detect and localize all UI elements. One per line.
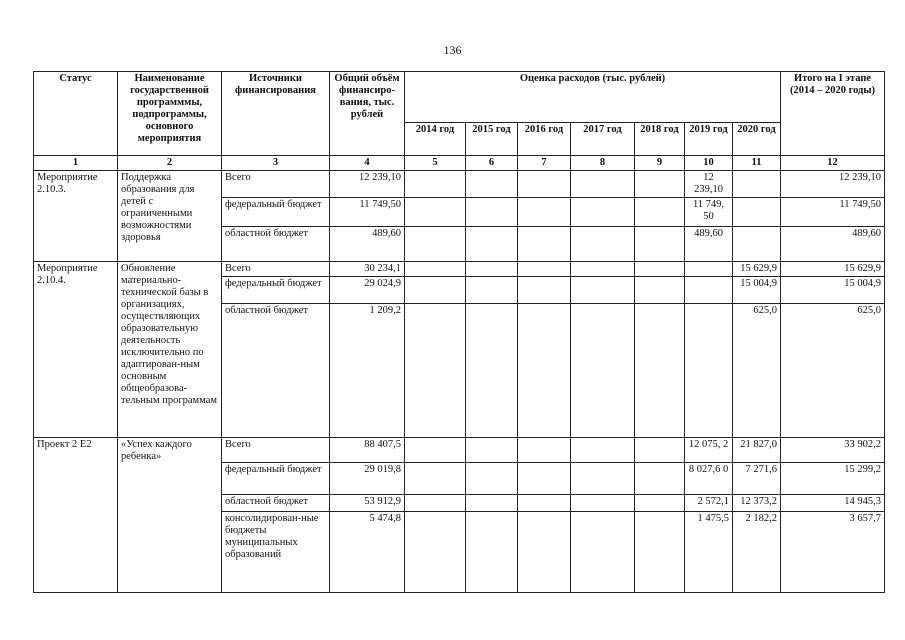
column-number: 10 xyxy=(685,156,733,171)
column-numbers-row xyxy=(34,156,885,171)
row-2019 xyxy=(685,277,733,304)
row-2020: 12 373,2 xyxy=(733,495,781,512)
row-name: «Успех каждого ребенка» xyxy=(118,438,222,593)
row-2020 xyxy=(733,198,781,227)
header-status: Статус xyxy=(34,72,118,156)
row-source: Всего xyxy=(222,438,330,463)
row-source: Всего xyxy=(222,262,330,277)
row-total: 11 749,50 xyxy=(330,198,405,227)
budget-table xyxy=(33,71,885,593)
column-number: 11 xyxy=(733,156,781,171)
row-total: 29 024,9 xyxy=(330,277,405,304)
row-itogo: 489,60 xyxy=(781,227,885,262)
header-total: Общий объём финансиро-вания, тыс. рублей xyxy=(330,72,405,156)
table-row xyxy=(34,438,885,463)
row-total: 489,60 xyxy=(330,227,405,262)
row-source: областной бюджет xyxy=(222,304,330,438)
row-total: 12 239,10 xyxy=(330,171,405,198)
header-source: Источники финансирования xyxy=(222,72,330,156)
column-number: 3 xyxy=(222,156,330,171)
row-2019: 8 027,6 0 xyxy=(685,463,733,495)
column-number: 6 xyxy=(466,156,518,171)
row-source: консолидирован-ные бюджеты муниципальных образований xyxy=(222,512,330,593)
header-itogo: Итого на I этапе (2014 – 2020 годы) xyxy=(781,72,885,156)
row-2020 xyxy=(733,171,781,198)
header-year-2020: 2020 год xyxy=(733,123,781,156)
row-itogo: 15 299,2 xyxy=(781,463,885,495)
column-number: 5 xyxy=(405,156,466,171)
column-number: 12 xyxy=(781,156,885,171)
row-2019: 12 239,10 xyxy=(685,171,733,198)
column-number: 2 xyxy=(118,156,222,171)
row-2019: 2 572,1 xyxy=(685,495,733,512)
row-source: Всего xyxy=(222,171,330,198)
row-2020 xyxy=(733,227,781,262)
column-number: 9 xyxy=(635,156,685,171)
row-2019: 1 475,5 xyxy=(685,512,733,593)
row-status: Мероприятие 2.10.3. xyxy=(34,171,118,262)
row-name: Обновление материально-технической базы в организациях, осуществляющих образовательную деятельность исключительно по адаптирован-ным основным общеобразова-тельным программам xyxy=(118,262,222,438)
row-2020: 21 827,0 xyxy=(733,438,781,463)
table-row xyxy=(34,262,885,277)
row-total: 5 474,8 xyxy=(330,512,405,593)
row-2020: 625,0 xyxy=(733,304,781,438)
row-total: 30 234,1 xyxy=(330,262,405,277)
row-source: областной бюджет xyxy=(222,495,330,512)
row-total: 1 209,2 xyxy=(330,304,405,438)
row-2019: 12 075, 2 xyxy=(685,438,733,463)
row-itogo: 625,0 xyxy=(781,304,885,438)
row-source: федеральный бюджет xyxy=(222,277,330,304)
row-itogo: 15 629,9 xyxy=(781,262,885,277)
row-2019 xyxy=(685,304,733,438)
column-number: 7 xyxy=(518,156,571,171)
page-number: 136 xyxy=(443,43,462,57)
column-number: 8 xyxy=(571,156,635,171)
header-year-2014: 2014 год xyxy=(405,123,466,156)
row-2019: 11 749, 50 xyxy=(685,198,733,227)
row-source: федеральный бюджет xyxy=(222,463,330,495)
header-estimate: Оценка расходов (тыс. рублей) xyxy=(405,72,781,123)
row-name: Поддержка образования для детей с ограниченными возможностями здоровья xyxy=(118,171,222,262)
header-year-2019: 2019 год xyxy=(685,123,733,156)
row-itogo: 14 945,3 xyxy=(781,495,885,512)
row-2020: 2 182,2 xyxy=(733,512,781,593)
column-number: 4 xyxy=(330,156,405,171)
table-row xyxy=(34,171,885,198)
header-year-2015: 2015 год xyxy=(466,123,518,156)
row-status: Проект 2 Е2 xyxy=(34,438,118,593)
row-total: 88 407,5 xyxy=(330,438,405,463)
header-year-2017: 2017 год xyxy=(571,123,635,156)
row-2020: 15 629,9 xyxy=(733,262,781,277)
row-total: 29 019,8 xyxy=(330,463,405,495)
row-itogo: 11 749,50 xyxy=(781,198,885,227)
row-itogo: 33 902,2 xyxy=(781,438,885,463)
row-itogo: 12 239,10 xyxy=(781,171,885,198)
header-year-2018: 2018 год xyxy=(635,123,685,156)
row-source: областной бюджет xyxy=(222,227,330,262)
header-name: Наименование государственной программмы, подпрограммы, основного мероприятия xyxy=(118,72,222,156)
header-year-2016: 2016 год xyxy=(518,123,571,156)
row-2020: 7 271,6 xyxy=(733,463,781,495)
row-status: Мероприятие 2.10.4. xyxy=(34,262,118,438)
row-source: федеральный бюджет xyxy=(222,198,330,227)
column-number: 1 xyxy=(34,156,118,171)
row-2019 xyxy=(685,262,733,277)
row-total: 53 912,9 xyxy=(330,495,405,512)
row-itogo: 15 004,9 xyxy=(781,277,885,304)
row-2020: 15 004,9 xyxy=(733,277,781,304)
row-itogo: 3 657,7 xyxy=(781,512,885,593)
row-2019: 489,60 xyxy=(685,227,733,262)
